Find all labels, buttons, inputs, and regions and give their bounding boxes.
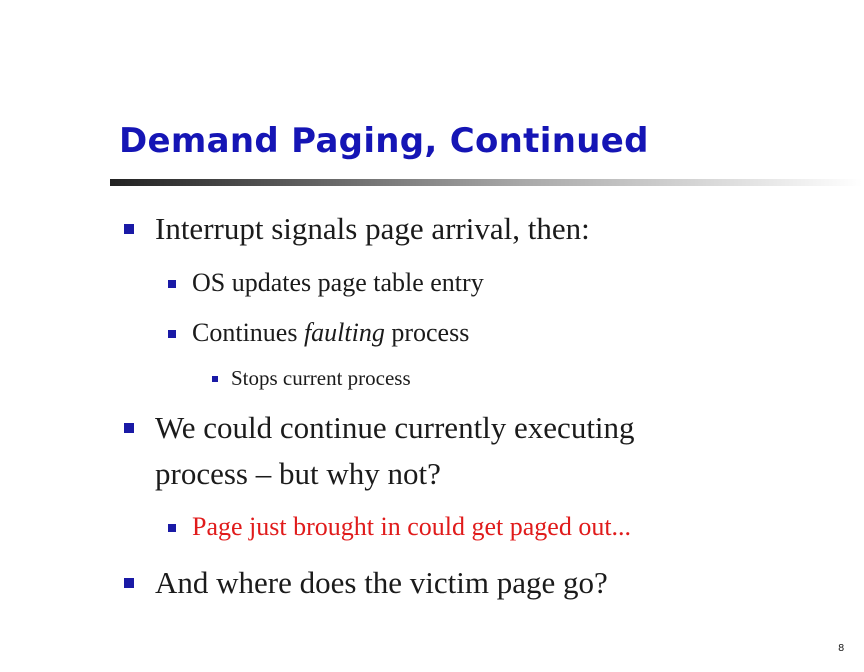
bullet-text-before: Continues <box>192 318 304 347</box>
bullet-square-icon <box>168 330 176 338</box>
bullet-text-line2: process – but why not? <box>155 456 441 491</box>
bullet-text: Stops current process <box>231 366 411 390</box>
bullet-text <box>192 318 469 348</box>
bullet-text-line1: We could continue currently executing <box>155 410 635 445</box>
slide-title: Demand Paging, Continued <box>119 121 649 161</box>
bullet-text: Page just brought in could get paged out... <box>192 512 632 541</box>
bullet-text: And where does the victim page go? <box>155 565 608 600</box>
bullet-square-icon <box>124 224 134 234</box>
bullet-text: Interrupt signals page arrival, then: <box>155 211 590 246</box>
bullet-square-icon <box>124 423 134 433</box>
title-underline-rule <box>110 179 862 186</box>
bullet-square-icon <box>168 524 176 532</box>
bullet-text-after: process <box>384 318 470 347</box>
bullet-text-italic: faulting <box>303 318 385 347</box>
bullet-text: OS updates page table entry <box>192 268 484 297</box>
bullet-square-icon <box>124 578 134 588</box>
bullet-square-icon <box>212 376 218 382</box>
bullet-square-icon <box>168 280 176 288</box>
slide-number: 8 <box>838 643 845 654</box>
